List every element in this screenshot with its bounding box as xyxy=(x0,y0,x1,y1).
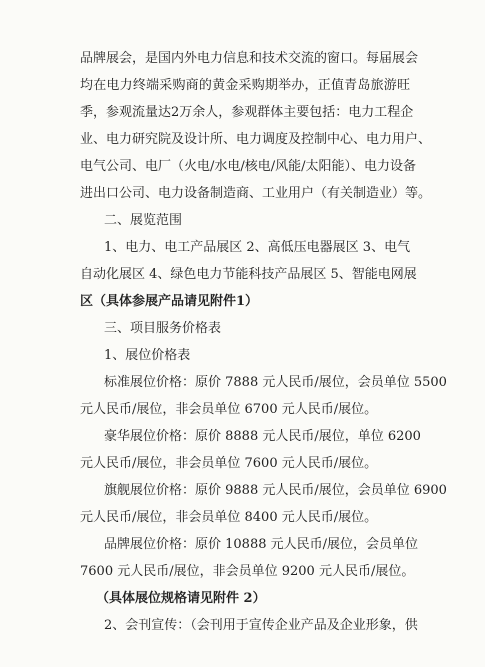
section-heading-price-table: 三、项目服务价格表 xyxy=(104,321,222,336)
paragraph-line: 自动化展区 4、绿色电力节能科技产品展区 5、智能电网展 xyxy=(80,267,417,282)
price-line-brand: 品牌展位价格：原价 10888 元人民币/展位，会员单位 xyxy=(104,537,418,552)
paragraph-line-journal-promo: 2、会刊宣传：（会刊用于宣传企业产品及企业形象，供 xyxy=(104,618,418,633)
subheading-booth-price: 1、展位价格表 xyxy=(104,348,191,363)
price-line-luxury: 豪华展位价格：原价 8888 元人民币/展位，单位 6200 xyxy=(104,429,421,444)
paragraph-line: 业、电力研究院及设计所、电力调度及控制中心、电力用户、 xyxy=(80,132,432,147)
paragraph-line: 进出口公司、电力设备制造商、工业用户（有关制造业）等。 xyxy=(80,186,432,201)
paragraph-line: 1、电力、电工产品展区 2、高低压电器展区 3、电气 xyxy=(104,240,411,255)
price-line-standard-cont: 元人民币/展位，非会员单位 6700 元人民币/展位。 xyxy=(80,402,378,417)
price-line-luxury-cont: 元人民币/展位，非会员单位 7600 元人民币/展位。 xyxy=(80,456,378,471)
price-line-brand-cont: 7600 元人民币/展位，非会员单位 9200 元人民币/展位。 xyxy=(80,564,415,579)
section-heading-exhibition-scope: 二、展览范围 xyxy=(104,213,183,228)
booth-spec-note: （具体展位规格请见附件 2） xyxy=(96,591,266,606)
paragraph-line: 季，参观流量达2万余人，参观群体主要包括：电力工程企 xyxy=(80,105,414,120)
paragraph-line-attachment-note: 区（具体参展产品请见附件1） xyxy=(80,294,259,309)
paragraph-line: 电气公司、电厂（火电/水电/核电/风能/太阳能）、电力设备 xyxy=(80,159,417,174)
price-line-standard: 标准展位价格：原价 7888 元人民币/展位，会员单位 5500 xyxy=(104,375,447,390)
paragraph-line: 品牌展会，是国内外电力信息和技术交流的窗口。每届展会 xyxy=(80,51,419,66)
price-line-flagship-cont: 元人民币/展位，非会员单位 8400 元人民币/展位。 xyxy=(80,510,378,525)
price-line-flagship: 旗舰展位价格：原价 9888 元人民币/展位，会员单位 6900 xyxy=(104,483,447,498)
paragraph-line: 均在电力终端采购商的黄金采购期举办，正值青岛旅游旺 xyxy=(80,78,410,93)
